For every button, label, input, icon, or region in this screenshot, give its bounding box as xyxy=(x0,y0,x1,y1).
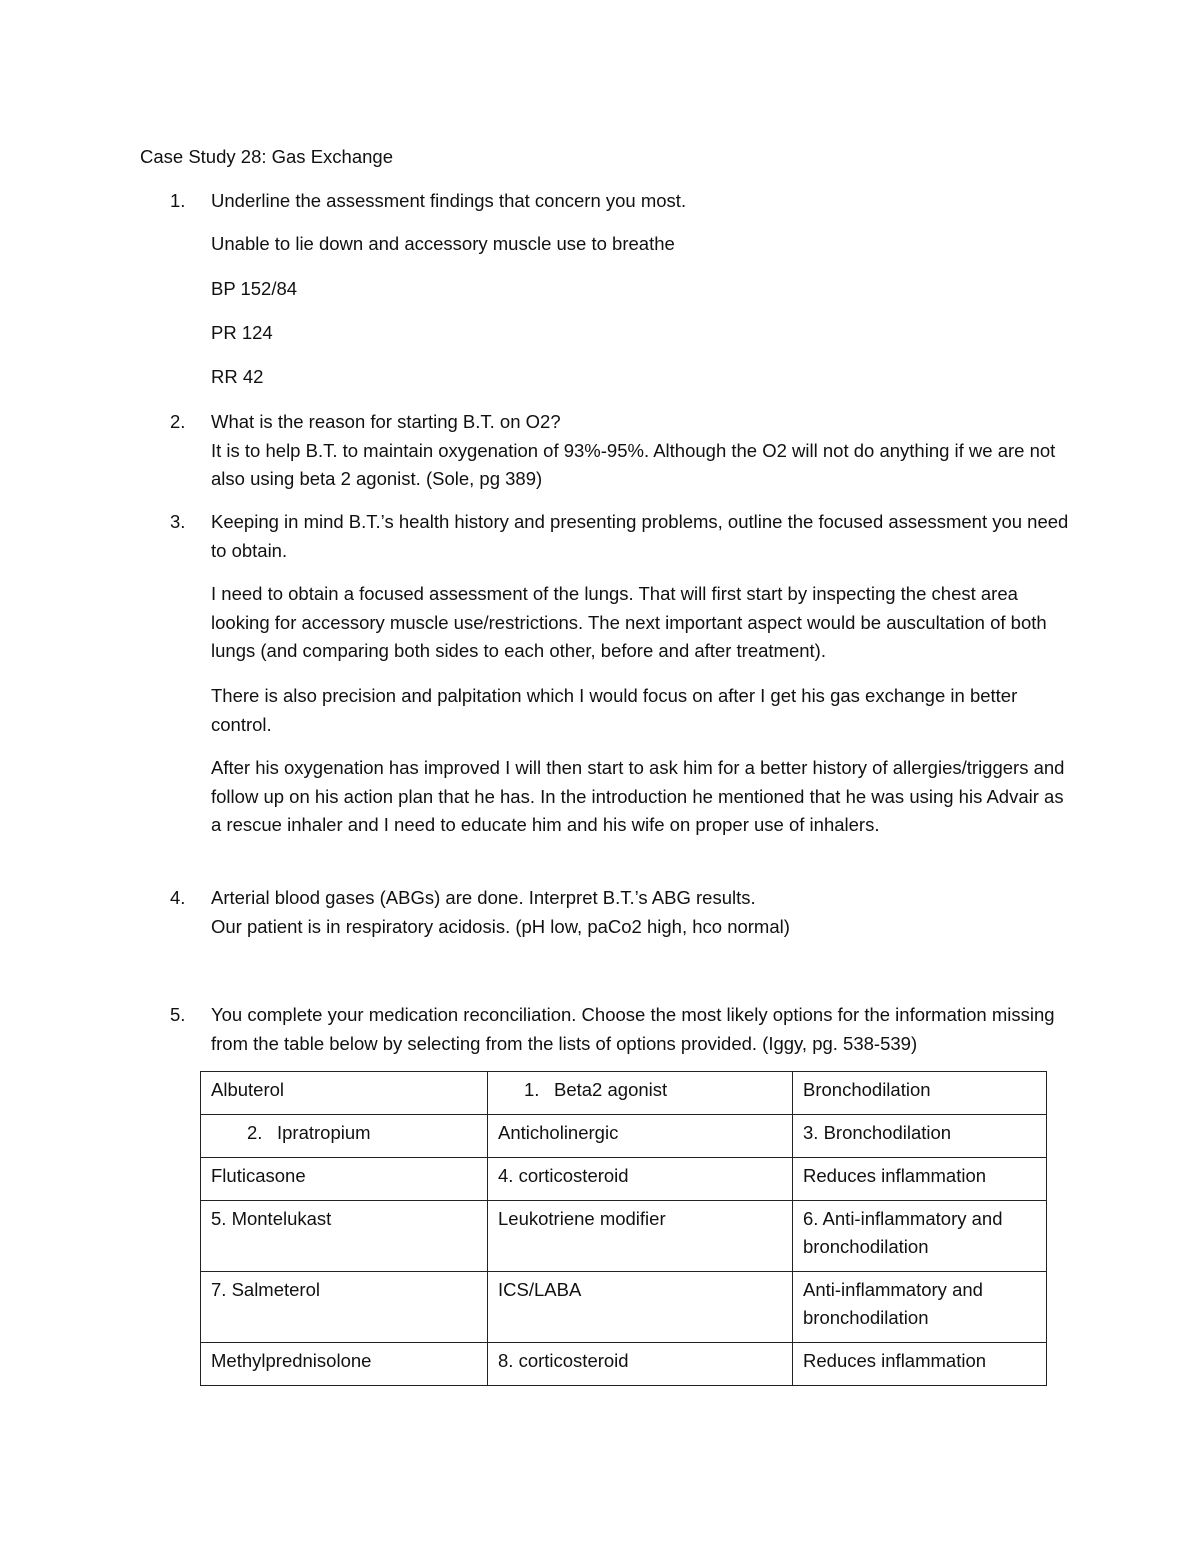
table-row xyxy=(201,1158,1047,1201)
q5-number: 5. xyxy=(170,1004,186,1025)
table-cell: Bronchodilation xyxy=(793,1072,1047,1115)
q5-text: You complete your medication reconciliation. Choose the most likely options for the information missing from the table below by selecting from the lists of options provided. (Iggy, pg. 538-539) xyxy=(211,1004,1055,1054)
q2-answer: It is to help B.T. to maintain oxygenation of 93%-95%. Although the O2 will not do anything if we are not also using beta 2 agonist. (Sole, pg 389) xyxy=(211,439,1056,489)
cell-text: Beta2 agonist xyxy=(554,1079,668,1100)
table-cell: Reduces inflammation xyxy=(793,1343,1047,1386)
table-cell: Anti-inflammatory and bronchodilation xyxy=(793,1272,1047,1343)
q3-paragraph-1: I need to obtain a focused assessment of the lungs. That will first start by inspecting the chest area looking for accessory muscle use/restrictions. The next important aspect would be auscultation of both lungs (and comparing both sides to each other, before and after treatment). xyxy=(211,583,1047,661)
medication-table xyxy=(200,1071,1047,1386)
table-row xyxy=(201,1343,1047,1386)
q4-answer: Our patient is in respiratory acidosis. (pH low, paCo2 high, hco normal) xyxy=(211,915,790,937)
table-row xyxy=(201,1272,1047,1343)
q2-block xyxy=(211,408,1071,494)
table-row xyxy=(201,1115,1047,1158)
q1-finding-2: BP 152/84 xyxy=(211,278,298,299)
list-number: 2. xyxy=(247,1122,263,1143)
q4-text: Arterial blood gases (ABGs) are done. Interpret B.T.’s ABG results. xyxy=(211,887,756,908)
table-cell: Methylprednisolone xyxy=(201,1343,488,1386)
table-cell: 5. Montelukast xyxy=(201,1201,488,1272)
q1-finding-1: Unable to lie down and accessory muscle use to breathe xyxy=(211,233,675,254)
q4-number: 4. xyxy=(170,887,186,908)
q3-number: 3. xyxy=(170,511,186,532)
table-cell: 8. corticosteroid xyxy=(488,1343,793,1386)
table-cell: 3. Bronchodilation xyxy=(793,1115,1047,1158)
q1-number: 1. xyxy=(170,190,186,211)
table-cell: Leukotriene modifier xyxy=(488,1201,793,1272)
table-cell xyxy=(201,1115,488,1158)
table-row xyxy=(201,1201,1047,1272)
q2-number: 2. xyxy=(170,411,186,432)
table-cell xyxy=(488,1072,793,1115)
table-row xyxy=(201,1072,1047,1115)
q3-paragraph-3: After his oxygenation has improved I will then start to ask him for a better history of allergies/triggers and follow up on his action plan that he has. In the introduction he mentioned that he was using his Advair as a rescue inhaler and I need to educate him and his wife on proper use of inhalers. xyxy=(211,757,1065,835)
q1-finding-4: RR 42 xyxy=(211,366,264,387)
document-title: Case Study 28: Gas Exchange xyxy=(140,146,393,167)
table-cell: 6. Anti-inflammatory and bronchodilation xyxy=(793,1201,1047,1272)
q3-paragraph-2: There is also precision and palpitation which I would focus on after I get his gas exchange in better control. xyxy=(211,685,1018,735)
cell-text: Ipratropium xyxy=(277,1122,371,1143)
table-cell: Albuterol xyxy=(201,1072,488,1115)
list-number: 1. xyxy=(524,1079,540,1100)
table-cell: Anticholinergic xyxy=(488,1115,793,1158)
table-cell: 4. corticosteroid xyxy=(488,1158,793,1201)
table-cell: Reduces inflammation xyxy=(793,1158,1047,1201)
table-cell: ICS/LABA xyxy=(488,1272,793,1343)
q1-text: Underline the assessment findings that concern you most. xyxy=(211,190,687,211)
q3-text: Keeping in mind B.T.’s health history and presenting problems, outline the focused assessment you need to obtain. xyxy=(211,511,1069,561)
q2-text: What is the reason for starting B.T. on O2? xyxy=(211,411,561,432)
table-cell: 7. Salmeterol xyxy=(201,1272,488,1343)
table-cell: Fluticasone xyxy=(201,1158,488,1201)
q4-block xyxy=(211,884,1071,941)
q1-finding-3: PR 124 xyxy=(211,322,273,343)
